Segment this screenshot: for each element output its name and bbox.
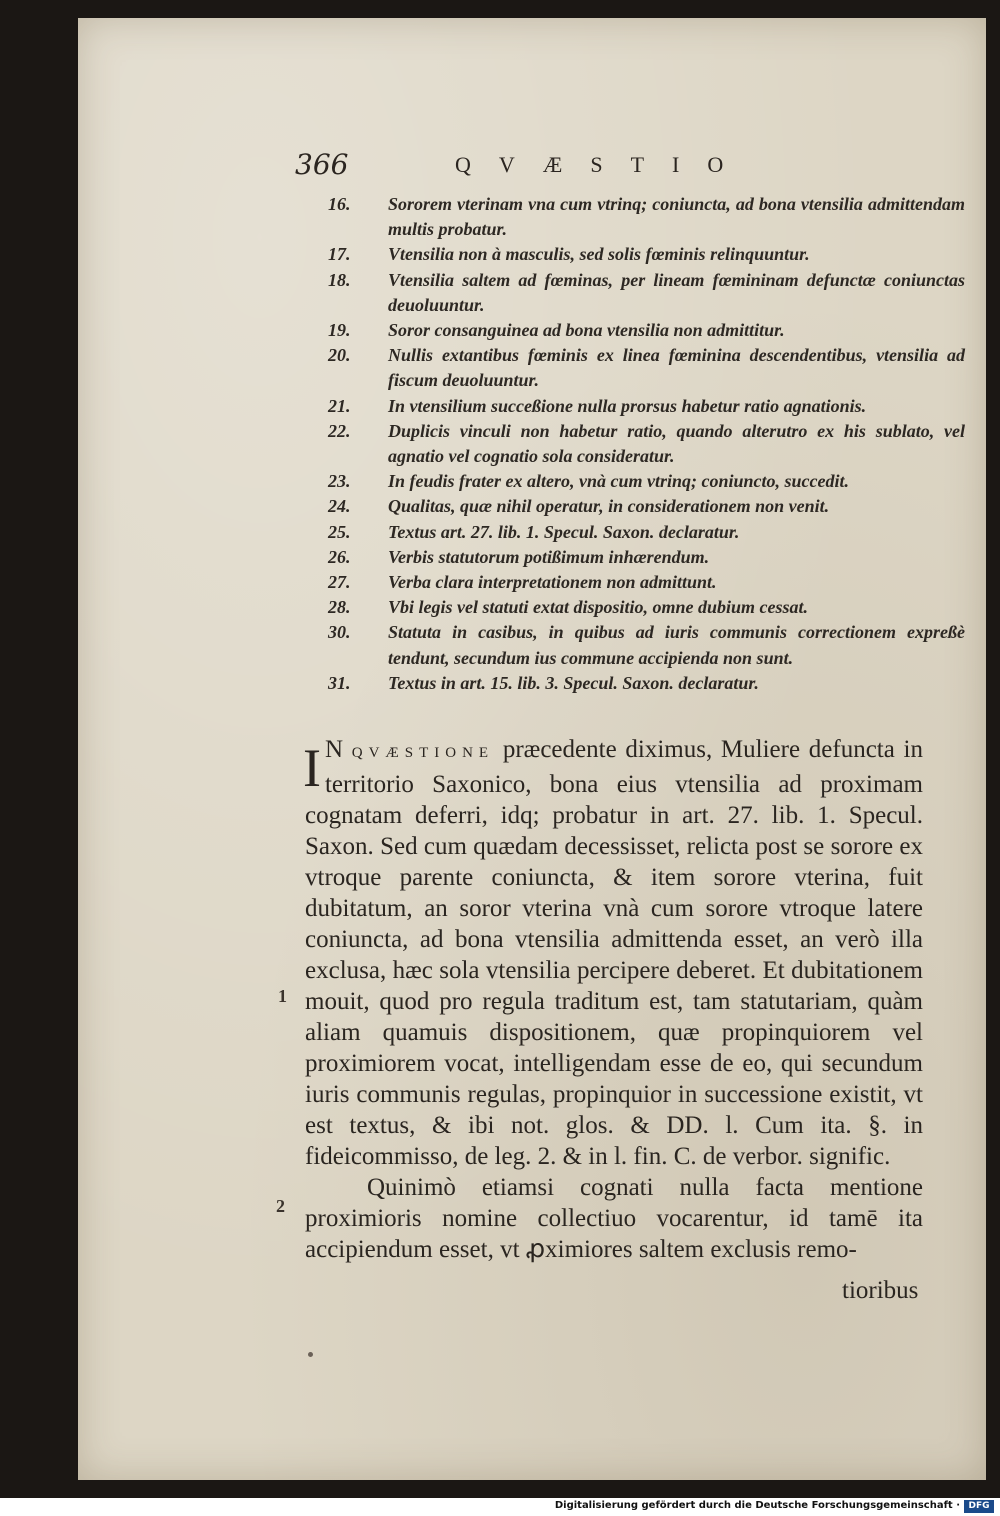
summary-number: 16. [328, 194, 351, 214]
paragraph-1-text: præcedente diximus, Muliere defuncta in territorio Saxonico, bona eius vtensilia ad proximam cognatam deferri, idq; probatur in art. 27. lib. 1. Specul. Saxon. Sed cum quædam decessisset, relicta post se sorore ex vtroque parente coniuncta, & item sorore vterina, fuit dubitatum, an soror vterina vnà cum sorore vtroque latere coniuncta, ad bona vtensilia admittenda esset, an verò illa exclusa, hæc sola vtensilia percipere deberet. Et dubitationem mouit, quod pro regula traditum est, tam statutariam, quàm aliam quamuis dispositionem, quæ propinquiorem vel proximiorem vocat, intelligendam esse de eo, qui secundum iuris communis regulas, propinquior in successione existit, vt est textus, & ibi not. glos. & DD. l. Cum ita. §. in fideicommisso, de leg. 2. & in l. fin. C. de verbor. signific. [305, 736, 923, 1170]
page-header [295, 148, 955, 188]
opening-letter: N [324, 736, 344, 763]
summary-item [325, 318, 965, 343]
summary-number: 20. [328, 345, 351, 366]
summary-number: 28. [328, 597, 351, 618]
summary-text: Sororem vterinam vna cum vtrinq; coniuncta, ad bona vtensilia admittendam multis probatur. [388, 194, 965, 240]
summary-number: 19. [328, 320, 351, 341]
summary-text: Statuta in casibus, in quibus ad iuris communis correctionem expreßè tendunt, secundum ius commune accipienda non sunt. [388, 622, 965, 668]
paper-speck [308, 1352, 313, 1357]
opening-smallcaps: QVÆSTIONE [351, 745, 495, 761]
summary-text: Nullis extantibus fœminis ex linea fœminina descendentibus, vtensilia ad fiscum deuoluuntur. [388, 345, 965, 391]
summary-text: In vtensilium succeßione nulla prorsus habetur ratio agnationis. [388, 395, 867, 416]
summary-text: In feudis frater ex altero, vnà cum vtrinq; coniuncto, succedit. [388, 471, 849, 492]
summary-item [325, 192, 965, 242]
summary-item [325, 419, 965, 469]
summary-number: 26. [328, 546, 351, 567]
summary-text: Qualitas, quæ nihil operatur, in considerationem non venit. [388, 496, 830, 517]
summary-text: Vbi legis vel statuti extat dispositio, omne dubium cessat. [388, 597, 809, 618]
summary-item [325, 545, 965, 570]
paragraph-1 [305, 734, 923, 1172]
footer-bar [0, 1498, 1000, 1516]
summary-item [325, 620, 965, 670]
footer-credit: Digitalisierung gefördert durch die Deutsche Forschungsgemeinschaft · [554, 1500, 960, 1511]
summary-number: 27. [328, 572, 351, 593]
summary-text: Verba clara interpretationem non admittunt. [388, 572, 717, 593]
summary-number: 22. [328, 420, 351, 441]
summary-item [325, 494, 965, 519]
drop-initial: I [303, 738, 321, 798]
paragraph-2: Quinimò etiamsi cognati nulla facta mentione proximioris nomine collectiuo vocarentur, id tamē ita accipiendum esset, vt ꝓximiores saltem exclusis remo- [305, 1174, 923, 1263]
summary-item [325, 343, 965, 393]
summary-text: Textus in art. 15. lib. 3. Specul. Saxon. declaratur. [388, 672, 759, 693]
summary-text: Soror consanguinea ad bona vtensilia non admittitur. [388, 320, 785, 341]
summary-text: Textus art. 27. lib. 1. Specul. Saxon. declaratur. [388, 521, 740, 542]
summary-item [325, 595, 965, 620]
summary-number: 18. [328, 269, 351, 290]
summary-number: 17. [328, 244, 351, 265]
folio-number: 366 [295, 148, 349, 181]
summary-text: Verbis statutorum potißimum inhærendum. [388, 546, 710, 567]
summary-list [325, 192, 965, 696]
body-text [305, 734, 923, 1265]
summary-text: Vtensilia non à masculis, sed solis fœminis relinquuntur. [388, 244, 810, 265]
summary-item [325, 570, 965, 595]
summary-text: Duplicis vinculi non habetur ratio, quando alterutro ex his sublato, vel agnatio vel cognatio sola consideratur. [388, 420, 965, 467]
summary-number: 24. [328, 496, 351, 517]
summary-item [325, 469, 965, 494]
summary-item [325, 242, 965, 267]
summary-number: 30. [328, 622, 351, 643]
summary-number: 21. [328, 395, 351, 416]
margin-note: 2 [276, 1196, 285, 1216]
summary-number: 31. [328, 672, 351, 693]
margin-note: 1 [278, 986, 287, 1006]
summary-text: Vtensilia saltem ad fœminas, per lineam fœmininam defunctæ coniunctas deuoluuntur. [388, 269, 965, 315]
summary-item [325, 671, 965, 696]
summary-number: 25. [328, 521, 351, 542]
running-head: QVÆSTIO [455, 152, 752, 177]
dfg-logo: DFG [964, 1500, 994, 1513]
catchword: tioribus [842, 1277, 919, 1304]
summary-item [325, 520, 965, 545]
summary-number: 23. [328, 471, 351, 492]
summary-item [325, 268, 965, 318]
summary-item [325, 394, 965, 419]
